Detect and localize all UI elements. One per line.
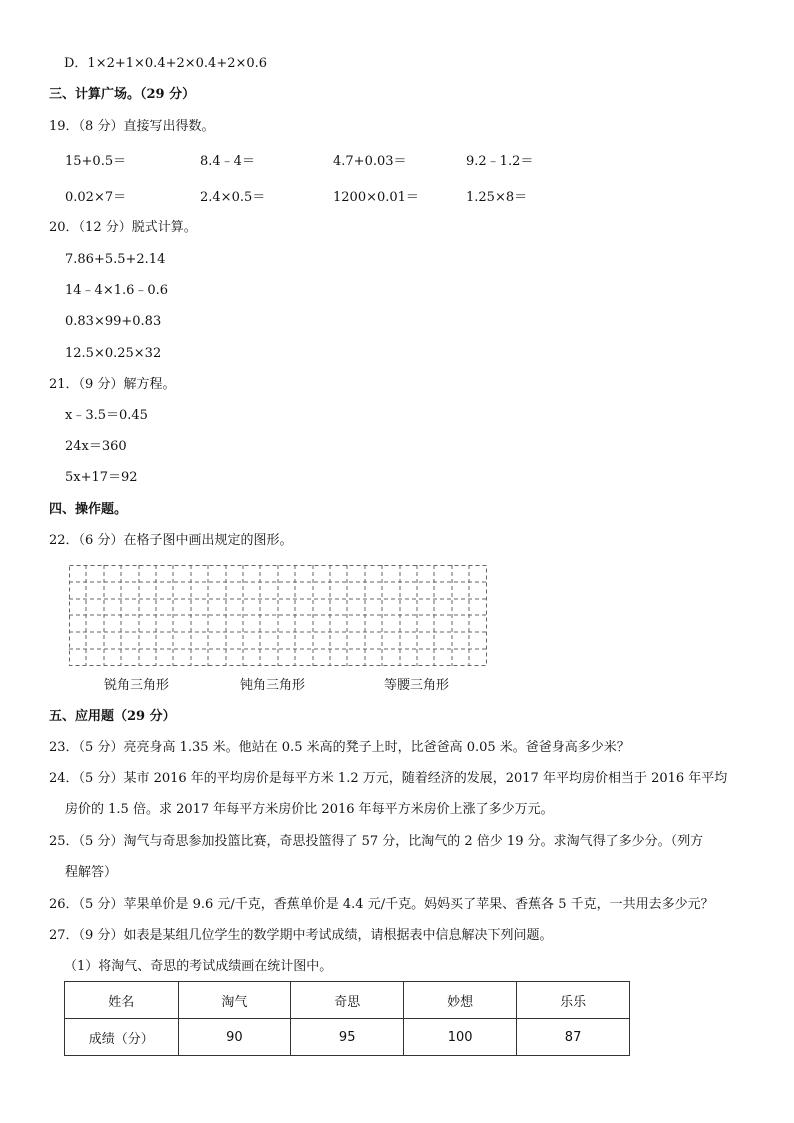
table-cell: 乐乐 (517, 982, 630, 1019)
table-row (65, 1019, 630, 1056)
section-4-title: 四、操作题。 (49, 502, 128, 517)
table-cell: 100 (404, 1019, 517, 1056)
label-isosceles-triangle: 等腰三角形 (384, 678, 450, 693)
q20-item: 7.86+5.5+2.14 (65, 252, 166, 267)
q19-item: 1200×0.01＝ (333, 190, 419, 205)
question-27-title: 27．（9 分）如表是某组几位学生的数学期中考试成绩，请根据表中信息解决下列问题。 (49, 928, 553, 943)
label-obtuse-triangle: 钝角三角形 (240, 678, 306, 693)
table-cell: 成绩（分） (65, 1019, 179, 1056)
option-d: D．1×2+1×0.4+2×0.4+2×0.6 (64, 56, 268, 71)
score-table (64, 981, 630, 1056)
question-21-title: 21．（9 分）解方程。 (49, 377, 176, 392)
table-cell: 90 (178, 1019, 291, 1056)
dotted-grid-paper (69, 565, 487, 666)
table-header-row (65, 982, 630, 1019)
table-cell: 淘气 (178, 982, 291, 1019)
table-cell: 姓名 (65, 982, 179, 1019)
table-cell: 87 (517, 1019, 630, 1056)
table-cell: 奇思 (291, 982, 404, 1019)
q20-item: 12.5×0.25×32 (65, 346, 162, 361)
q21-item: x﹣3.5＝0.45 (65, 408, 148, 423)
q20-item: 0.83×99+0.83 (65, 314, 162, 329)
question-19-title: 19．（8 分）直接写出得数。 (49, 119, 215, 134)
question-25-line-1: 25．（5 分）淘气与奇思参加投篮比赛，奇思投篮得了 57 分，比淘气的 2 倍少 19 分。求淘气得了多少分。（列方 (49, 834, 704, 849)
q19-item: 2.4×0.5＝ (200, 190, 266, 205)
question-24-line-1: 24．（5 分）某市 2016 年的平均房价是每平方米 1.2 万元，随着经济的发展，2017 年平均房价相当于 2016 年平均 (49, 771, 728, 786)
question-22-title: 22．（6 分）在格子图中画出规定的图形。 (49, 533, 293, 548)
section-3-title: 三、计算广场。（29 分） (49, 87, 196, 102)
question-23: 23．（5 分）亮亮身高 1.35 米。他站在 0.5 米高的凳子上时，比爸爸高 0.05 米。爸爸身高多少米？ (49, 740, 630, 755)
table-cell: 妙想 (404, 982, 517, 1019)
question-26: 26．（5 分）苹果单价是 9.6 元/千克，香蕉单价是 4.4 元/千克。妈妈买了苹果、香蕉各 5 千克，一共用去多少元？ (49, 897, 714, 912)
q19-item: 0.02×7＝ (65, 190, 127, 205)
question-20-title: 20．（12 分）脱式计算。 (49, 220, 197, 235)
question-24-line-2: 房价的 1.5 倍。求 2017 年每平方米房价比 2016 年每平方米房价上涨了多少万元。 (65, 802, 554, 817)
question-25-line-2: 程解答） (65, 865, 118, 880)
q21-item: 24x＝360 (65, 439, 127, 454)
q19-item: 8.4﹣4＝ (200, 154, 255, 169)
q21-item: 5x+17＝92 (65, 470, 138, 485)
q19-item: 9.2﹣1.2＝ (466, 154, 534, 169)
section-5-title: 五、应用题（29 分） (49, 709, 176, 724)
q19-item: 15+0.5＝ (65, 154, 127, 169)
q19-item: 1.25×8＝ (466, 190, 528, 205)
question-27-sub-1: （1）将淘气、奇思的考试成绩画在统计图中。 (64, 959, 333, 974)
table-cell: 95 (291, 1019, 404, 1056)
q19-item: 4.7+0.03＝ (333, 154, 407, 169)
label-acute-triangle: 锐角三角形 (104, 678, 170, 693)
q20-item: 14﹣4×1.6﹣0.6 (65, 283, 169, 298)
